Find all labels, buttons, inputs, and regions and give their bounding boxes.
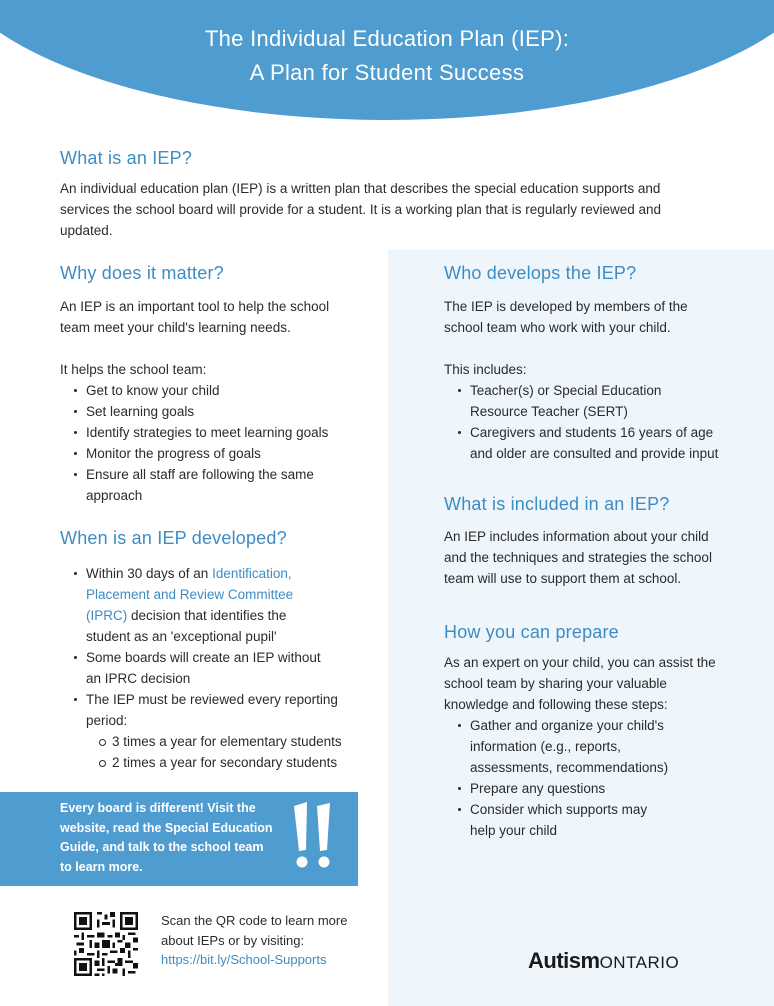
- list-item: Ensure all staff are following the same approach: [60, 464, 350, 506]
- list-item: Consider which supports may help your child: [444, 799, 734, 841]
- school-supports-link[interactable]: https://bit.ly/School-Supports: [161, 952, 327, 967]
- page-title-line-1: The Individual Education Plan (IEP):: [204, 26, 570, 51]
- list-item: [60, 563, 350, 647]
- list-item: Gather and organize your child's information (e.g., reports, assessments, recommendations): [444, 715, 734, 778]
- who-heading: Who develops the IEP?: [444, 263, 637, 283]
- why-intro: An IEP is an important tool to help the school team meet your child's learning needs.: [60, 299, 330, 335]
- when-heading: When is an IEP developed?: [60, 528, 287, 548]
- list-item: Set learning goals: [60, 401, 350, 422]
- sub-list-item: 3 times a year for elementary students: [86, 731, 350, 752]
- prepare-body: As an expert on your child, you can assist the school team by sharing your valuable knowledge and following these steps:: [444, 655, 716, 712]
- qr-caption-line-1: Scan the QR code to learn more: [161, 913, 348, 928]
- list-item: Caregivers and students 16 years of age and older are consulted and provide input: [444, 422, 734, 464]
- why-list: [60, 380, 350, 506]
- page-title: [0, 22, 774, 90]
- qr-caption-line-2: about IEPs or by visiting:: [161, 932, 305, 948]
- what-body: An individual education plan (IEP) is a written plan that describes the special education supports and services the school board will provide for a student. It is a working plan that is regularly reviewed and updated.: [60, 181, 662, 238]
- exclamation-icon: [290, 798, 340, 872]
- list-item: Some boards will create an IEP without an IPRC decision: [60, 647, 350, 689]
- logo-light-text: ONTARIO: [599, 953, 680, 972]
- list-item: Identify strategies to meet learning goals: [60, 422, 350, 443]
- who-list: [444, 380, 734, 464]
- list-item: Prepare any questions: [444, 778, 734, 799]
- prepare-heading: How you can prepare: [444, 622, 619, 642]
- when-item-1-rest: decision that identifies the student as an 'exceptional pupil': [86, 608, 287, 644]
- logo-bold-text: Autism: [528, 948, 600, 973]
- who-body: The IEP is developed by members of the school team who work with your child.: [444, 299, 688, 335]
- callout-text: Every board is different! Visit the website, read the Special Education Guide, and talk to the school team to learn more.: [60, 801, 273, 874]
- what-heading: What is an IEP?: [60, 148, 193, 168]
- list-item: [60, 689, 350, 773]
- why-heading: Why does it matter?: [60, 263, 224, 283]
- sub-list-item: 2 times a year for secondary students: [86, 752, 350, 773]
- included-body: An IEP includes information about your child and the techniques and strategies the school team will use to support them at school.: [444, 529, 712, 586]
- when-item-3-text: The IEP must be reviewed every reporting period:: [86, 692, 338, 728]
- autism-ontario-logo: [528, 948, 679, 974]
- iprc-link[interactable]: Identification, Placement and Review Committee (IPRC): [86, 566, 294, 623]
- prepare-list: [444, 715, 734, 841]
- included-heading: What is included in an IEP?: [444, 494, 670, 514]
- list-item: Monitor the progress of goals: [60, 443, 350, 464]
- qr-caption: [161, 911, 347, 970]
- page-title-line-2: A Plan for Student Success: [249, 60, 525, 85]
- list-item: Get to know your child: [60, 380, 350, 401]
- when-list: [60, 563, 350, 773]
- who-lead: This includes:: [444, 362, 527, 377]
- why-lead: It helps the school team:: [60, 362, 207, 377]
- list-item: Teacher(s) or Special Education Resource Teacher (SERT): [444, 380, 734, 422]
- when-item-1-text: Within 30 days of an: [86, 566, 213, 581]
- qr-code-icon[interactable]: [74, 912, 138, 976]
- when-sub-list: [86, 731, 350, 773]
